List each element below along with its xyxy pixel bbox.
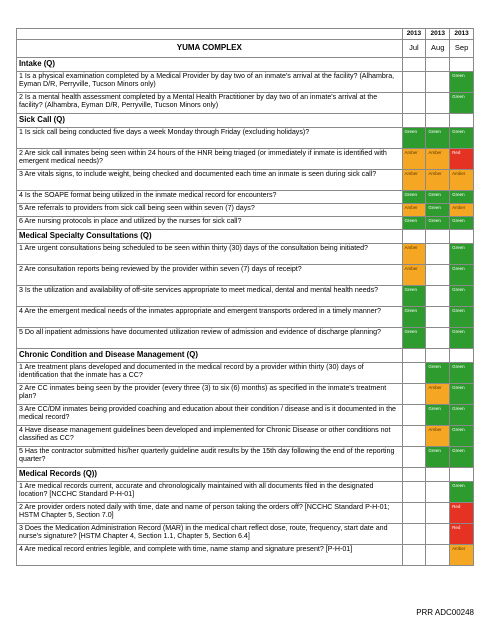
status-badge: Green	[450, 72, 473, 79]
status-cell	[450, 503, 474, 524]
status-cell	[450, 128, 474, 149]
status-cell	[426, 204, 450, 217]
question-text: 3 Are vitals signs, to include weight, being checked and documented each time an inmate is seen during sick call?	[17, 170, 403, 191]
status-badge: Amber	[403, 244, 426, 251]
section-blank-cell	[450, 468, 474, 482]
status-cell	[426, 405, 450, 426]
section-blank-cell	[450, 58, 474, 72]
table-body	[17, 58, 474, 566]
status-cell	[402, 426, 426, 447]
month-header-aug: Aug	[426, 40, 450, 58]
page-title: YUMA COMPLEX	[17, 40, 403, 58]
question-row	[17, 384, 474, 405]
status-badge: Green	[450, 93, 473, 100]
status-cell	[450, 149, 474, 170]
question-text: 2 Are consultation reports being reviewed by the provider within seven (7) days of receipt?	[17, 265, 403, 286]
status-badge: Red	[450, 503, 473, 510]
status-cell	[402, 204, 426, 217]
status-badge: Green	[450, 328, 473, 335]
status-badge: Green	[450, 307, 473, 314]
question-text: 5 Are referrals to providers from sick call being seen within seven (7) days?	[17, 204, 403, 217]
question-text: 2 Are sick call inmates being seen within 24 hours of the HNR being triaged (or immediately if inmate is identified with emergent medical needs)?	[17, 149, 403, 170]
question-row	[17, 191, 474, 204]
title-row	[17, 40, 474, 58]
status-cell	[450, 191, 474, 204]
status-cell	[450, 72, 474, 93]
question-row	[17, 307, 474, 328]
section-blank-cell	[402, 349, 426, 363]
status-cell	[402, 503, 426, 524]
status-cell	[450, 363, 474, 384]
question-text: 1 Are urgent consultations being scheduled to be seen within thirty (30) days of the consultation being initiated?	[17, 244, 403, 265]
status-badge: Green	[403, 128, 426, 135]
question-text: 5 Has the contractor submitted his/her quarterly guideline audit results by the 15th day following the end of the reporting quarter?	[17, 447, 403, 468]
status-cell	[426, 545, 450, 566]
year-header-sep: 2013	[450, 29, 474, 40]
question-row	[17, 503, 474, 524]
status-badge: Amber	[426, 170, 449, 177]
question-text: 1 Are medical records current, accurate and chronologically maintained with all documents filed in the designated location? [NCCHC Standard P-H-01]	[17, 482, 403, 503]
status-badge: Green	[450, 363, 473, 370]
question-row	[17, 265, 474, 286]
status-badge: Green	[426, 128, 449, 135]
status-cell	[450, 286, 474, 307]
question-text: 4 Is the SOAPE format being utilized in the inmate medical record for encounters?	[17, 191, 403, 204]
status-badge: Amber	[426, 426, 449, 433]
status-badge: Green	[450, 286, 473, 293]
status-cell	[426, 191, 450, 204]
status-cell	[402, 545, 426, 566]
status-badge: Red	[450, 524, 473, 531]
status-cell	[426, 524, 450, 545]
section-blank-cell	[426, 58, 450, 72]
status-cell	[450, 244, 474, 265]
status-cell	[450, 447, 474, 468]
question-text: 1 Is sick call being conducted five days a week Monday through Friday (excluding holidays)?	[17, 128, 403, 149]
status-cell	[426, 307, 450, 328]
question-text: 2 Are CC inmates being seen by the provider (every three (3) to six (6) months) as specified in the inmate's treatment plan?	[17, 384, 403, 405]
status-badge: Amber	[403, 204, 426, 211]
status-badge: Amber	[403, 149, 426, 156]
question-row	[17, 447, 474, 468]
month-header-sep: Sep	[450, 40, 474, 58]
question-row	[17, 286, 474, 307]
status-cell	[402, 72, 426, 93]
status-badge: Green	[450, 217, 473, 224]
status-badge: Green	[450, 405, 473, 412]
status-cell	[402, 447, 426, 468]
status-badge: Green	[426, 447, 449, 454]
section-row	[17, 58, 474, 72]
status-cell	[450, 93, 474, 114]
status-cell	[402, 93, 426, 114]
status-cell	[450, 204, 474, 217]
status-cell	[402, 265, 426, 286]
section-blank-cell	[426, 468, 450, 482]
year-header-spacer	[17, 29, 403, 40]
status-cell	[402, 149, 426, 170]
status-cell	[450, 426, 474, 447]
section-blank-cell	[402, 114, 426, 128]
question-text: 3 Is the utilization and availability of off-site services appropriate to meet medical, dental and mental health needs?	[17, 286, 403, 307]
status-badge: Amber	[450, 204, 473, 211]
document-id: PRR ADC00248	[416, 608, 474, 617]
section-heading: Medical Records (Q))	[17, 468, 403, 482]
status-cell	[426, 217, 450, 230]
section-blank-cell	[426, 349, 450, 363]
section-blank-cell	[402, 58, 426, 72]
year-header-aug: 2013	[426, 29, 450, 40]
status-badge: Green	[450, 426, 473, 433]
status-cell	[426, 265, 450, 286]
status-badge: Green	[450, 265, 473, 272]
question-row	[17, 524, 474, 545]
status-badge: Amber	[403, 170, 426, 177]
status-cell	[426, 447, 450, 468]
status-cell	[426, 72, 450, 93]
status-badge: Green	[426, 191, 449, 198]
question-row	[17, 149, 474, 170]
question-row	[17, 363, 474, 384]
status-cell	[402, 170, 426, 191]
question-row	[17, 72, 474, 93]
question-row	[17, 328, 474, 349]
question-text: 4 Are medical record entries legible, and complete with time, name stamp and signature present? [P-H-01]	[17, 545, 403, 566]
status-badge: Amber	[450, 170, 473, 177]
status-cell	[402, 405, 426, 426]
status-badge: Green	[403, 191, 426, 198]
status-badge: Green	[450, 128, 473, 135]
status-badge: Green	[450, 482, 473, 489]
status-cell	[426, 244, 450, 265]
status-cell	[402, 244, 426, 265]
section-row	[17, 349, 474, 363]
status-cell	[426, 384, 450, 405]
section-blank-cell	[426, 114, 450, 128]
status-badge: Amber	[403, 265, 426, 272]
status-badge: Green	[450, 384, 473, 391]
status-badge: Green	[426, 217, 449, 224]
month-header-jul: Jul	[402, 40, 426, 58]
status-cell	[450, 524, 474, 545]
year-header-row	[17, 29, 474, 40]
question-text: 4 Have disease management guidelines been developed and implemented for Chronic Disease or other conditions not classified as CC?	[17, 426, 403, 447]
section-heading: Medical Specialty Consultations (Q)	[17, 230, 403, 244]
compliance-table	[16, 28, 474, 566]
status-cell	[450, 405, 474, 426]
status-cell	[402, 363, 426, 384]
status-badge: Green	[426, 405, 449, 412]
status-cell	[450, 328, 474, 349]
status-badge: Green	[403, 307, 426, 314]
status-cell	[402, 191, 426, 204]
question-row	[17, 545, 474, 566]
question-text: 4 Are the emergent medical needs of the inmates appropriate and emergent transports ordered in a timely manner?	[17, 307, 403, 328]
status-cell	[450, 170, 474, 191]
question-text: 2 Are provider orders noted daily with time, date and name of person taking the orders off? [NCCHC Standard P-H-01; HSTM Chapter 5, Section 7.0]	[17, 503, 403, 524]
status-cell	[450, 217, 474, 230]
question-text: 2 Is a mental health assessment completed by a Mental Health Practitioner by day two of an inmate's arrival at the facility? (Alhambra, Eyman D/R, Perryville, Tucson Minors only)	[17, 93, 403, 114]
section-blank-cell	[402, 468, 426, 482]
section-heading: Chronic Condition and Disease Management (Q)	[17, 349, 403, 363]
status-cell	[402, 128, 426, 149]
status-cell	[426, 149, 450, 170]
status-badge: Amber	[426, 149, 449, 156]
status-badge: Green	[403, 217, 426, 224]
question-row	[17, 405, 474, 426]
status-cell	[402, 384, 426, 405]
status-cell	[450, 265, 474, 286]
question-row	[17, 426, 474, 447]
status-cell	[426, 363, 450, 384]
section-row	[17, 114, 474, 128]
status-badge: Green	[450, 191, 473, 198]
status-cell	[402, 217, 426, 230]
section-blank-cell	[402, 230, 426, 244]
status-cell	[426, 170, 450, 191]
status-cell	[402, 524, 426, 545]
status-badge: Red	[450, 149, 473, 156]
status-cell	[426, 328, 450, 349]
question-text: 6 Are nursing protocols in place and utilized by the nurses for sick call?	[17, 217, 403, 230]
question-row	[17, 93, 474, 114]
question-text: 1 Are treatment plans developed and documented in the medical record by a provider within thirty (30) days of identification that the inmate has a CC?	[17, 363, 403, 384]
status-cell	[426, 128, 450, 149]
question-text: 5 Do all inpatient admissions have documented utilization review of admission and evidence of discharge planning?	[17, 328, 403, 349]
status-badge: Green	[403, 328, 426, 335]
section-blank-cell	[450, 114, 474, 128]
section-blank-cell	[450, 230, 474, 244]
status-badge: Green	[426, 204, 449, 211]
status-badge: Green	[450, 244, 473, 251]
section-blank-cell	[450, 349, 474, 363]
status-cell	[450, 307, 474, 328]
status-cell	[402, 328, 426, 349]
status-badge: Green	[403, 286, 426, 293]
section-blank-cell	[426, 230, 450, 244]
year-header-jul: 2013	[402, 29, 426, 40]
section-heading: Sick Call (Q)	[17, 114, 403, 128]
status-cell	[402, 307, 426, 328]
question-text: 3 Are CC/DM inmates being provided coaching and education about their condition / disease and is it documented in the medical record?	[17, 405, 403, 426]
status-badge: Green	[450, 447, 473, 454]
section-row	[17, 468, 474, 482]
question-row	[17, 170, 474, 191]
status-cell	[450, 545, 474, 566]
status-cell	[426, 503, 450, 524]
question-row	[17, 482, 474, 503]
status-badge: Green	[426, 363, 449, 370]
status-badge: Amber	[450, 545, 473, 552]
status-cell	[426, 93, 450, 114]
question-row	[17, 128, 474, 149]
status-cell	[402, 482, 426, 503]
section-row	[17, 230, 474, 244]
status-cell	[426, 426, 450, 447]
question-row	[17, 217, 474, 230]
question-text: 3 Does the Medication Administration Record (MAR) in the medical chart reflect dose, route, frequency, start date and nurse's signature? [HSTM Chapter 4, Section 1.1, Chapter 5, Section 6.4]	[17, 524, 403, 545]
status-cell	[450, 482, 474, 503]
section-heading: Intake (Q)	[17, 58, 403, 72]
question-row	[17, 244, 474, 265]
status-cell	[450, 384, 474, 405]
question-text: 1 Is a physical examination completed by a Medical Provider by day two of an inmate's arrival at the facility? (Alhambra, Eyman D/R, Perryville, Tucson Minors only)	[17, 72, 403, 93]
status-cell	[426, 286, 450, 307]
question-row	[17, 204, 474, 217]
status-cell	[402, 286, 426, 307]
status-cell	[426, 482, 450, 503]
status-badge: Amber	[426, 384, 449, 391]
